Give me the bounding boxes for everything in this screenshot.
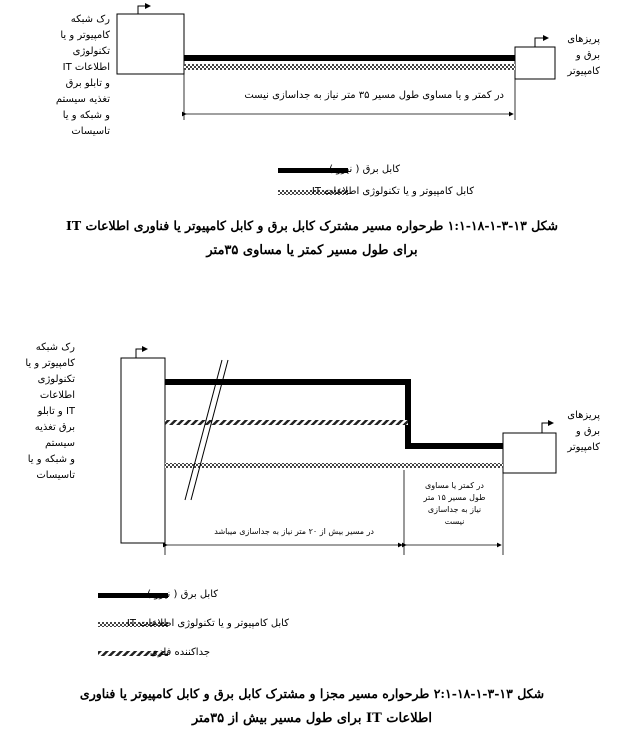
- d2-outlet-line: کامپیوتر: [567, 442, 600, 453]
- d2-rack-label: [9, 340, 75, 484]
- rack-arrow: [136, 349, 147, 358]
- d2-rack-line: اطلاعات: [39, 390, 75, 401]
- d2-legend-data-label: کابل کامپیوتر و یا تکنولوژی اطلاعات IT: [126, 618, 289, 629]
- d1-legend-data-label: کابل کامپیوتر و یا تکنولوژی اطلاعات IT: [311, 186, 474, 197]
- d2-dim-right-line: نیاز به جداسازی: [427, 505, 482, 514]
- d1-rack-line: تاسیسات: [71, 126, 110, 137]
- outlet-box: [515, 47, 555, 79]
- d1-rack-line: و شبکه و یا: [62, 110, 110, 121]
- d2-rack-line: سیستم: [45, 438, 75, 449]
- d1-outlet-line: برق و: [575, 50, 600, 61]
- rack-arrow: [138, 6, 150, 14]
- rack-box: [117, 14, 184, 74]
- separator-bar-top: [165, 420, 408, 425]
- d1-rack-line: تغذیه سیستم: [55, 94, 110, 105]
- d1-rack-line: کامپیوتر و یا: [60, 30, 110, 41]
- d2-dim-right-line: در کمتر یا مساوی: [425, 481, 484, 490]
- d1-dimension-text: در کمتر و یا مساوی طول مسیر ۳۵ متر نیاز به جداسازی نیست: [244, 90, 504, 101]
- d2-outlet-line: پریزهای: [567, 410, 600, 421]
- d2-legend-separator-label: جداکننده فلزی: [149, 647, 210, 658]
- d1-rack-line: و تابلو برق: [65, 78, 110, 89]
- rack-box: [121, 358, 165, 543]
- d2-rack-line: کامپیوتر و یا: [25, 358, 75, 369]
- power-cable: [165, 382, 503, 446]
- d2-dim-right-line: طول مسیر ۱۵ متر: [423, 493, 486, 502]
- d1-outlet-line: پریزهای: [567, 34, 600, 45]
- d1-legend-power-label: کابل برق ( نیرو ): [329, 164, 400, 175]
- d2-dimension-right-text: [412, 480, 497, 528]
- d1-caption-line2: برای طول مسیر کمتر یا مساوی ۳۵متر: [206, 243, 418, 258]
- d2-rack-line: تکنولوژی: [37, 374, 75, 385]
- data-cable: [165, 463, 503, 468]
- d2-legend-power-label: کابل برق ( نیرو ): [147, 589, 218, 600]
- d1-rack-line: اطلاعات IT: [62, 62, 110, 73]
- d2-outlet-line: برق و: [575, 426, 600, 437]
- d1-rack-line: رک شبکه: [70, 14, 110, 25]
- d2-caption-line2: اطلاعات IT برای طول مسیر بیش از ۳۵متر: [192, 711, 432, 726]
- d1-rack-label: [20, 12, 110, 140]
- data-cable: [184, 64, 515, 70]
- power-cable: [184, 55, 515, 61]
- d2-rack-line: رک شبکه: [35, 342, 75, 353]
- d2-rack-line: و شبکه و یا: [27, 454, 75, 465]
- d2-dimension-left-text: در مسیر بیش از ۲۰ متر نیاز به جداسازی میباشد: [214, 527, 374, 536]
- d1-caption-line1: شکل ۱۳-۳-۱-۱۸-۱:۱ طرحواره مسیر مشترک کابل برق و کابل کامپیوتر یا فناوری اطلاعات IT: [65, 218, 559, 233]
- d2-rack-line: IT و تابلو: [37, 406, 75, 417]
- d2-rack-line: برق تغذیه: [34, 422, 75, 433]
- outlet-arrow: [535, 38, 548, 47]
- d2-caption-line1: شکل ۱۳-۳-۱-۱۸-۲:۱ طرحواره مسیر مجزا و مشترک کابل برق و کابل کامپیوتر یا فناوری: [79, 686, 545, 701]
- d1-rack-line: تکنولوژی: [72, 46, 110, 57]
- d1-outlet-line: کامپیوتر: [567, 66, 600, 77]
- d1-outlet-label: [552, 32, 600, 80]
- d2-outlet-label: [548, 408, 600, 456]
- d2-rack-line: تاسیسات: [36, 470, 75, 481]
- d2-dim-right-line: نیست: [444, 517, 465, 526]
